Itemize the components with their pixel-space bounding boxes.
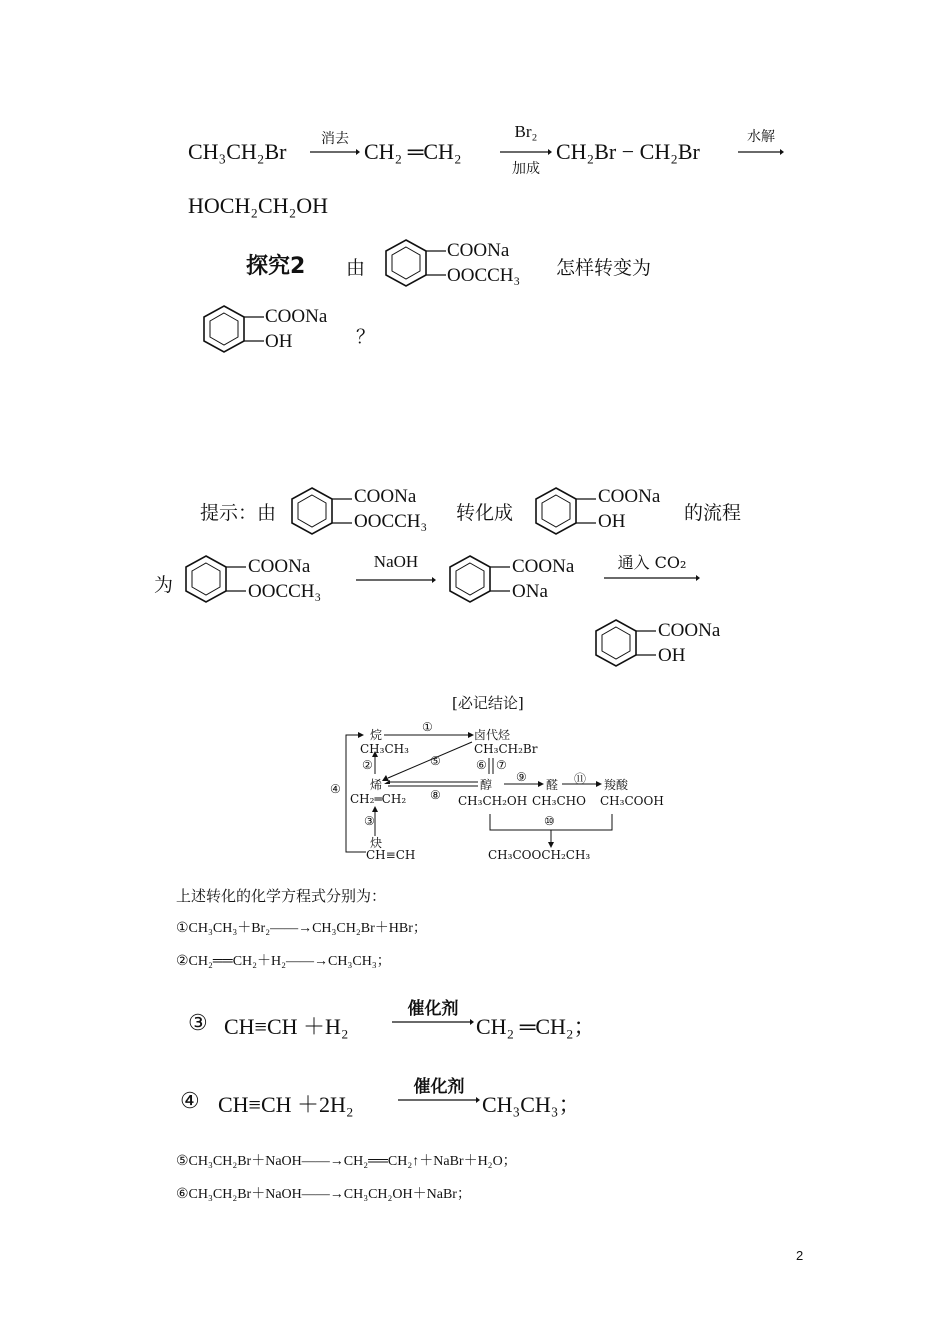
substituent-bottom: OOCCH₃ <box>248 581 322 602</box>
benzene-ring-icon <box>180 552 250 608</box>
equation-3-left: CH≡CH ＋H₂ <box>224 1014 349 1039</box>
node-acid-formula: CH₃COOH <box>600 794 664 808</box>
equation-4-number: ④ <box>180 1088 200 1113</box>
equation-3-right: CH₂ ═CH₂； <box>476 1014 596 1039</box>
node-alkyne-formula: CH≡CH <box>366 848 416 862</box>
equations-intro: 上述转化的化学方程式分别为： <box>176 887 387 905</box>
substituent-bottom: ONa <box>512 581 548 602</box>
substituent-top: COONa <box>658 620 721 641</box>
reactant-ethyl-bromide: CH₃CH₂Br <box>188 139 287 164</box>
arrow-label-hydrolysis: 水解 <box>747 129 775 145</box>
node-alkene: 烯 <box>370 778 383 792</box>
mark-7: ⑦ <box>496 758 507 772</box>
mark-4: ④ <box>330 782 341 796</box>
conversion-diagram <box>330 718 670 868</box>
arrow-label-elimination: 消去 <box>321 131 349 147</box>
equation-3-number: ③ <box>188 1010 208 1035</box>
explore-middle-text: 怎样转变为 <box>556 257 652 279</box>
mark-10: ⑩ <box>544 814 555 828</box>
arrow-hydrolysis <box>738 126 784 158</box>
mark-5: ⑤ <box>430 754 441 768</box>
mark-11: ⑪ <box>574 772 587 786</box>
arrow-catalyst-3 <box>392 994 474 1028</box>
substituent-bottom: OH <box>265 331 293 352</box>
equation-1: ①CH₃CH₃＋Br₂——→CH₃CH₂Br＋HBr； <box>176 921 427 936</box>
equation-6: ⑥CH₃CH₂Br＋NaOH——→CH₃CH₂OH＋NaBr； <box>176 1187 471 1202</box>
benzene-ring-icon <box>590 616 660 672</box>
question-mark: ？ <box>356 326 376 348</box>
node-alcohol: 醇 <box>480 778 493 792</box>
arrow-label-catalyst-4: 催化剂 <box>413 1077 465 1097</box>
equation-4-left: CH≡CH ＋2H₂ <box>218 1092 354 1117</box>
mark-3: ③ <box>364 814 375 828</box>
node-haloalkane-formula: CH₃CH₂Br <box>474 742 538 756</box>
hint-label: 提示：由 <box>200 502 277 524</box>
substituent-top: COONa <box>248 556 311 577</box>
equation-2: ②CH₂══CH₂＋H₂——→CH₃CH₃； <box>176 954 391 969</box>
hint-tail-text: 的流程 <box>684 502 742 524</box>
benzene-ring-icon <box>380 236 450 292</box>
benzene-ring-icon <box>530 484 600 540</box>
node-alkane: 烷 <box>370 728 383 742</box>
substituent-bottom: OOCCH₃ <box>354 511 428 532</box>
page-number: 2 <box>796 1248 804 1263</box>
arrow-label-addition: 加成 <box>512 161 540 177</box>
arrow-elimination <box>310 128 360 158</box>
node-acid: 羧酸 <box>604 778 629 792</box>
substituent-top: COONa <box>598 486 661 507</box>
substituent-bottom: OH <box>658 645 686 666</box>
substituent-top: COONa <box>447 240 510 261</box>
explore-prefix: 由 <box>346 257 366 279</box>
equation-5: ⑤CH₃CH₂Br＋NaOH——→CH₂══CH₂↑＋NaBr＋H₂O； <box>176 1154 517 1169</box>
arrow-catalyst-4 <box>398 1072 480 1106</box>
product-dibromoethane: CH₂Br − CH₂Br <box>556 139 700 164</box>
product-ethene: CH₂ ═CH₂ <box>364 139 462 164</box>
arrow-label-naoh: NaOH <box>373 552 419 571</box>
explore-heading: 探究2 <box>246 254 306 279</box>
arrow-label-co2: 通入 CO₂ <box>617 553 687 572</box>
arrow-addition <box>500 122 552 178</box>
hint-convert-text: 转化成 <box>456 502 514 524</box>
benzene-ring-icon <box>198 302 268 358</box>
arrow-label-catalyst-3: 催化剂 <box>407 999 459 1019</box>
benzene-ring-icon <box>286 484 356 540</box>
arrow-naoh <box>356 552 436 588</box>
mark-6: ⑥ <box>476 758 487 772</box>
substituent-top: COONa <box>512 556 575 577</box>
node-alkyne: 炔 <box>370 836 383 850</box>
node-alcohol-formula: CH₃CH₂OH <box>458 794 528 808</box>
arrow-co2 <box>604 550 700 586</box>
mark-1: ① <box>422 720 433 734</box>
product-ethylene-glycol: HOCH₂CH₂OH <box>188 193 329 218</box>
mark-9: ⑨ <box>516 770 527 784</box>
substituent-bottom: OH <box>598 511 626 532</box>
node-haloalkane: 卤代烃 <box>474 728 511 742</box>
equation-4-right: CH₃CH₃； <box>482 1092 581 1117</box>
node-ester-formula: CH₃COOCH₂CH₃ <box>488 848 591 862</box>
node-aldehyde-formula: CH₃CHO <box>532 794 586 808</box>
node-alkane-formula: CH₃CH₃ <box>360 742 409 756</box>
mark-8: ⑧ <box>430 788 441 802</box>
node-aldehyde: 醛 <box>546 778 559 792</box>
mark-2: ② <box>362 758 373 772</box>
hint-wei: 为 <box>154 574 174 596</box>
benzene-ring-icon <box>444 552 514 608</box>
substituent-top: COONa <box>265 306 328 327</box>
substituent-top: COONa <box>354 486 417 507</box>
arrow-label-br2: Br₂ <box>514 122 538 141</box>
conclusion-title: [必记结论] <box>452 694 524 712</box>
substituent-bottom: OOCCH₃ <box>447 265 521 286</box>
node-alkene-formula: CH₂═CH₂ <box>350 792 407 806</box>
